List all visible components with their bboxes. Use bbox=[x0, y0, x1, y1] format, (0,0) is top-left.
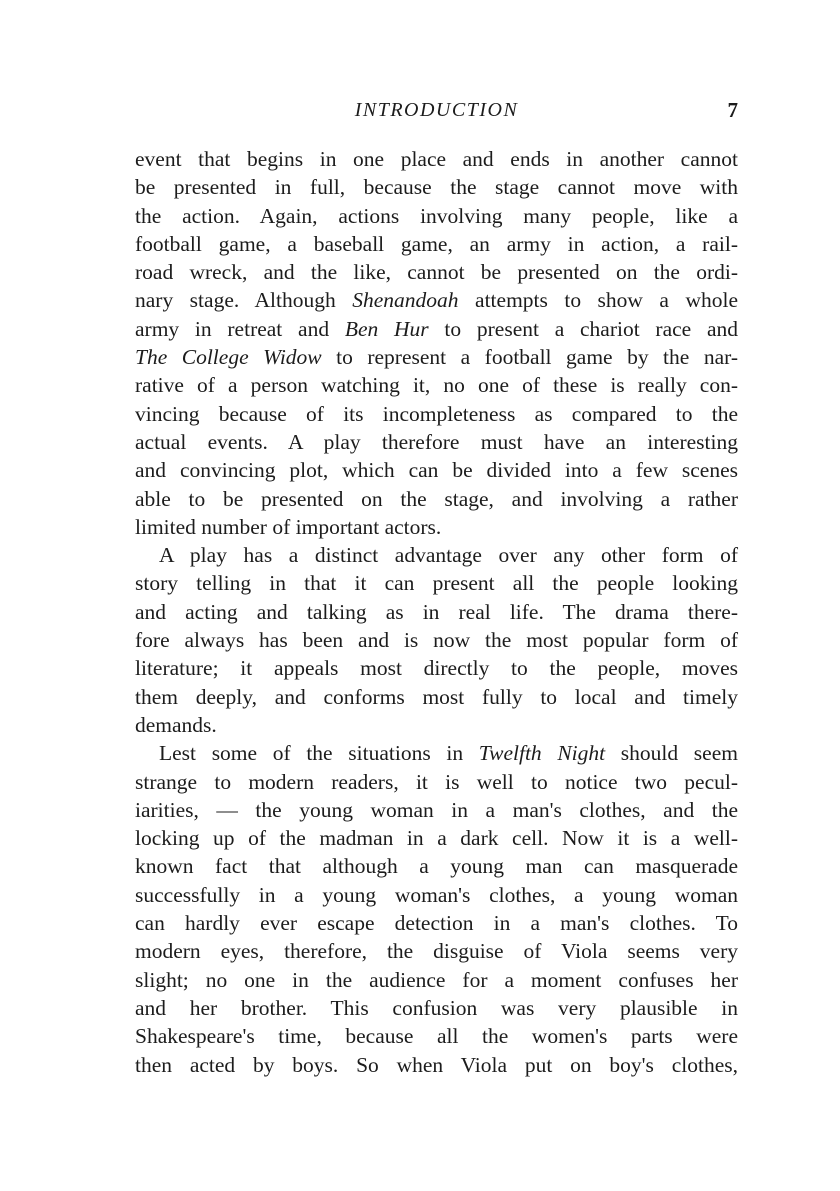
text-line: known fact that although a young man can masquerade bbox=[135, 854, 738, 879]
text-line: vincing because of its incompleteness as compared to the bbox=[135, 401, 738, 426]
text-segment: army in retreat and bbox=[135, 316, 330, 341]
text-line: event that begins in one place and ends in another cannot bbox=[135, 147, 738, 171]
text-line: rative of a person watching it, no one of these is really con- bbox=[135, 373, 738, 398]
text-line: A play has a distinct advantage over any other form of bbox=[159, 543, 738, 568]
text-line: story telling in that it can present all the people looking bbox=[135, 571, 738, 596]
text-line bbox=[135, 315, 738, 343]
text-line: be presented in full, because the stage cannot move with bbox=[135, 175, 738, 200]
text-line: demands. bbox=[135, 712, 217, 737]
italic-title: Twelfth Night bbox=[478, 741, 606, 766]
text-line: road wreck, and the like, cannot be presented on the ordi- bbox=[135, 260, 738, 285]
text-segment: attempts to show a whole bbox=[475, 288, 739, 313]
text-line: and acting and talking as in real life. The drama there- bbox=[135, 599, 738, 624]
text-line bbox=[135, 286, 738, 314]
text-line: iarities, — the young woman in a man's clothes, and the bbox=[135, 797, 738, 822]
text-line: can hardly ever escape detection in a man's clothes. To bbox=[135, 911, 738, 936]
running-title: INTRODUCTION bbox=[354, 99, 519, 121]
text-line bbox=[135, 343, 738, 371]
text-segment: Lest some of the situations in bbox=[159, 741, 464, 766]
text-line: actual events. A play therefore must have an interesting bbox=[135, 429, 738, 454]
running-head bbox=[135, 96, 738, 124]
text-line: Shakespeare's time, because all the women's parts were bbox=[135, 1024, 738, 1049]
text-line: slight; no one in the audience for a moment confuses her bbox=[135, 967, 738, 992]
italic-title: Shenandoah bbox=[352, 288, 459, 313]
text-segment: should seem bbox=[620, 741, 738, 766]
text-line: and her brother. This confusion was very plausible in bbox=[135, 995, 738, 1020]
text-line: limited number of important actors. bbox=[135, 514, 442, 539]
text-line: locking up of the madman in a dark cell. Now it is a well- bbox=[135, 826, 738, 851]
text-segment: nary stage. Although bbox=[135, 288, 336, 313]
text-line: strange to modern readers, it is well to notice two pecul- bbox=[135, 769, 738, 794]
text-segment: to present a chariot race and bbox=[444, 316, 739, 341]
text-line: then acted by boys. So when Viola put on boy's clothes, bbox=[135, 1052, 738, 1077]
text-line: and convincing plot, which can be divided into a few scenes bbox=[135, 458, 738, 483]
text-line: fore always has been and is now the most popular form of bbox=[135, 628, 738, 653]
text-line bbox=[135, 739, 738, 767]
text-line: the action. Again, actions involving many people, like a bbox=[135, 203, 738, 228]
italic-title: Ben Hur bbox=[344, 316, 429, 341]
page-number: 7 bbox=[727, 98, 738, 122]
text-line: them deeply, and conforms most fully to local and timely bbox=[135, 684, 738, 709]
body-text bbox=[135, 145, 738, 1079]
text-line: football game, a baseball game, an army in action, a rail- bbox=[135, 231, 738, 256]
italic-title: The College Widow bbox=[135, 345, 322, 370]
text-line: modern eyes, therefore, the disguise of Viola seems very bbox=[135, 939, 738, 964]
text-line: able to be presented on the stage, and involving a rather bbox=[135, 486, 738, 511]
text-line: literature; it appeals most directly to the people, moves bbox=[135, 656, 738, 681]
text-segment: to represent a football game by the nar- bbox=[336, 345, 738, 370]
text-line: successfully in a young woman's clothes, a young woman bbox=[135, 882, 738, 907]
